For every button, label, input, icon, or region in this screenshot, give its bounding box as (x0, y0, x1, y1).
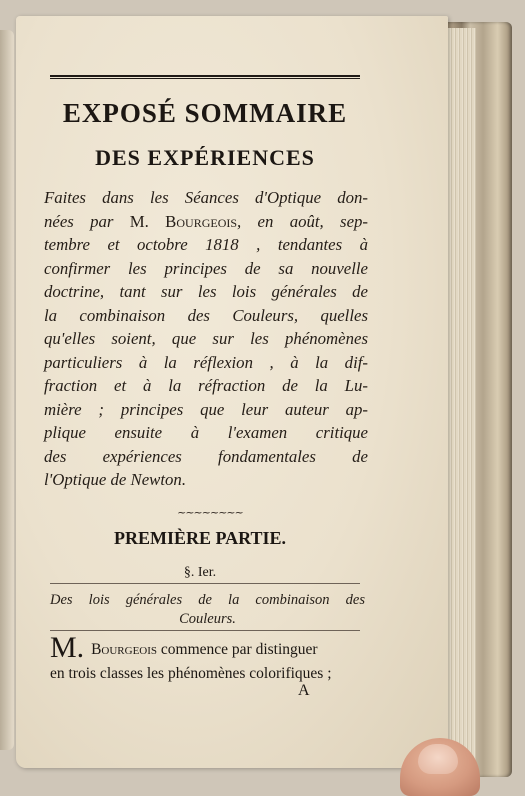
body-line (50, 631, 370, 664)
description-line-with-name (44, 210, 368, 234)
description-line: plique ensuite à l'examen critique (44, 423, 368, 442)
description-text: nées par (44, 211, 114, 231)
body-text: commence par distinguer (157, 641, 318, 658)
body-line: en trois classes les phénomènes colorifiques ; (50, 665, 332, 682)
description-paragraph (44, 186, 368, 492)
description-text: , en août, sep- (237, 211, 368, 231)
description-line: la combinaison des Couleurs, quelles (44, 305, 368, 325)
decorative-ornament: ~~~~~~~~ (177, 506, 243, 519)
part-title: PREMIÈRE PARTIE. (113, 528, 287, 548)
description-line: des expériences fondamentales de (44, 446, 368, 466)
section-title-line: Des lois générales de la combinaison des (50, 592, 365, 608)
description-line: confirmer les principes de sa nouvelle (44, 258, 368, 278)
description-line: mière ; principes que leur auteur ap- (44, 399, 368, 419)
description-line: Faites dans les Séances d'Optique don- (44, 188, 368, 207)
description-line: l'Optique de Newton. (44, 470, 187, 489)
body-paragraph (50, 631, 370, 686)
facing-page-edge (0, 30, 14, 750)
page-stack-edge (446, 28, 476, 770)
description-line: fraction et à la réfraction de la Lu- (44, 376, 368, 395)
section-title (50, 591, 365, 629)
page-title: EXPOSÉ SOMMAIRE (62, 98, 348, 128)
description-line: doctrine, tant sur les lois générales de (44, 282, 368, 301)
title-rule (50, 75, 360, 79)
description-line: tembre et octobre 1818 , tendantes à (44, 235, 368, 254)
signature-mark: A (298, 682, 310, 699)
section-mark: §. Ier. (183, 565, 217, 580)
thumbnail-highlight (418, 744, 458, 774)
author-name: M. Bourgeois (129, 211, 238, 231)
section-rule-bottom (50, 630, 360, 631)
section-title-line: Couleurs. (179, 611, 236, 627)
description-line: qu'elles soient, que sur les phénomènes (44, 329, 368, 348)
description-line: particuliers à la réflexion , à la dif- (44, 352, 368, 372)
page-subtitle: DES EXPÉRIENCES (95, 145, 315, 170)
section-rule-top (50, 583, 360, 584)
author-name: Bourgeois (91, 641, 158, 658)
drop-cap: M. (50, 631, 85, 664)
